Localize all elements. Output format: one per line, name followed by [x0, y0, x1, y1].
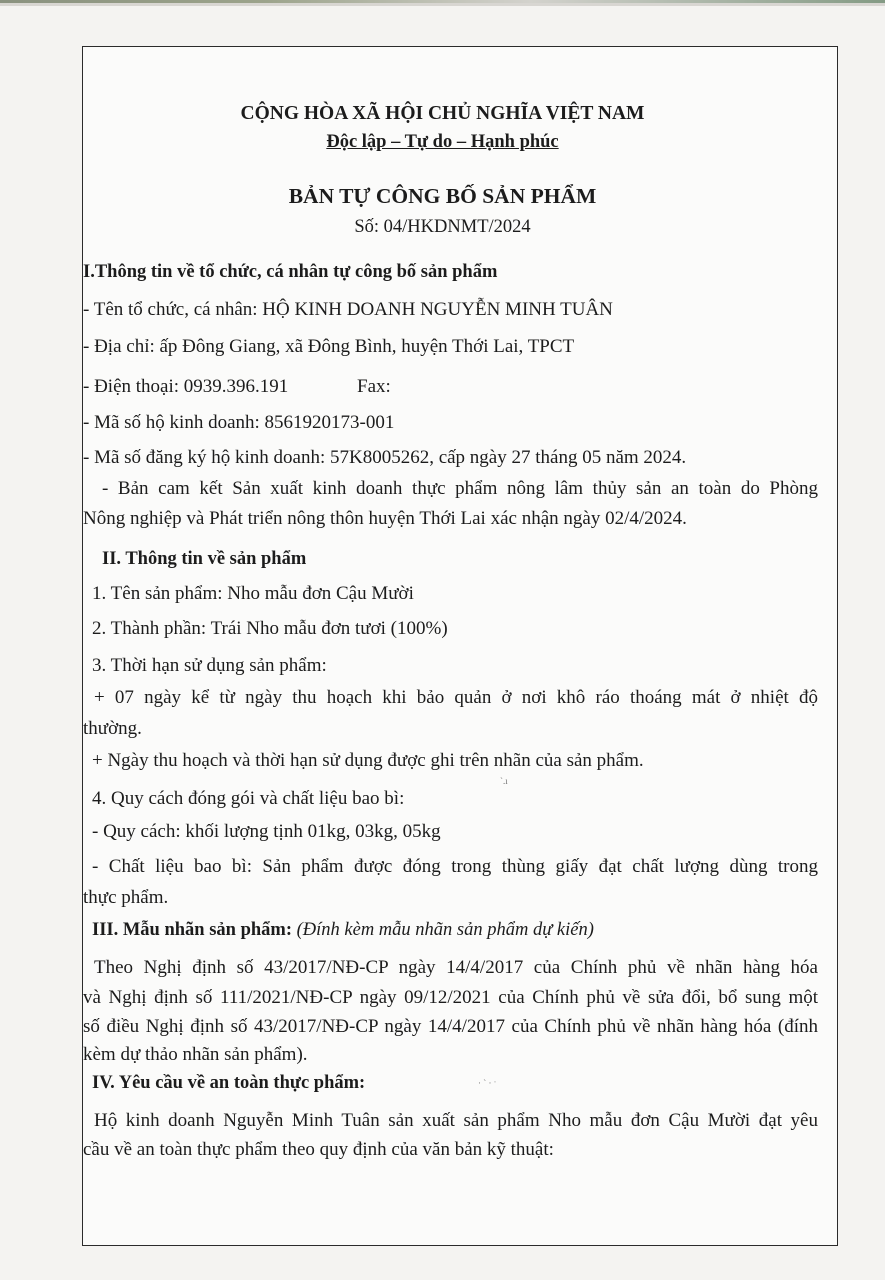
label-paragraph-line-3: số điều Nghị định số 43/2017/NĐ-CP ngày 14/4/2017 của Chính phủ về nhãn hàng hóa (đính: [83, 1016, 818, 1037]
motto-text: Độc lập – Tự do – Hạnh phúc: [326, 132, 559, 152]
section3-heading: III. Mẫu nhãn sản phẩm:: [92, 920, 292, 940]
packaging-spec: - Quy cách: khối lượng tịnh 01kg, 03kg, 05kg: [92, 821, 441, 842]
national-title: CỘNG HÒA XÃ HỘI CHỦ NGHĨA VIỆT NAM: [240, 103, 645, 124]
packaging-material-line-2: thực phẩm.: [83, 887, 169, 908]
business-code: - Mã số hộ kinh doanh: 8561920173-001: [83, 412, 395, 433]
scan-top-stripe: [0, 0, 885, 3]
label-paragraph-line-2: và Nghị định số 111/2021/NĐ-CP ngày 09/12/2021 của Chính phủ về sửa đổi, bổ sung một: [83, 987, 818, 1008]
shelf-life-heading: 3. Thời hạn sử dụng sản phẩm:: [92, 655, 327, 676]
org-address: - Địa chỉ: ấp Đông Giang, xã Đông Bình, huyện Thới Lai, TPCT: [83, 336, 575, 357]
section3-heading-row: [92, 921, 594, 940]
label-paragraph-line-1: Theo Nghị định số 43/2017/NĐ-CP ngày 14/4/2017 của Chính phủ về nhãn hàng hóa: [94, 957, 818, 978]
section2-heading: II. Thông tin về sản phẩm: [102, 549, 307, 569]
org-name: - Tên tổ chức, cá nhân: HỘ KINH DOANH NGUYỄN MINH TUÂN: [83, 299, 613, 320]
packaging-heading: 4. Quy cách đóng gói và chất liệu bao bì:: [92, 788, 405, 809]
org-fax: Fax:: [357, 376, 391, 397]
document-title: BẢN TỰ CÔNG BỐ SẢN PHẨM: [288, 184, 597, 208]
org-phone: - Điện thoại: 0939.396.191: [83, 376, 289, 397]
section3-note: (Đính kèm mẫu nhãn sản phẩm dự kiến): [296, 920, 594, 940]
label-paragraph-line-4: kèm dự thảo nhãn sản phẩm).: [83, 1044, 308, 1065]
section4-heading: IV. Yêu cầu về an toàn thực phẩm:: [92, 1073, 366, 1093]
shelf-life-note: + Ngày thu hoạch và thời hạn sử dụng được ghi trên nhãn của sản phẩm.: [92, 750, 644, 771]
product-ingredients: 2. Thành phần: Trái Nho mẫu đơn tươi (100%): [92, 618, 448, 639]
scan-speck: ˋ.ı: [500, 776, 508, 786]
document-number: Số: 04/HKDNMT/2024: [354, 217, 531, 237]
safety-paragraph-line-2: cầu về an toàn thực phẩm theo quy định của văn bản kỹ thuật:: [83, 1139, 554, 1160]
commitment-line-1: - Bản cam kết Sản xuất kinh doanh thực phẩm nông lâm thủy sản an toàn do Phòng: [102, 478, 818, 499]
safety-paragraph-line-1: Hộ kinh doanh Nguyễn Minh Tuân sản xuất sản phẩm Nho mẫu đơn Cậu Mười đạt yêu: [94, 1110, 818, 1131]
shelf-life-line-2: thường.: [83, 718, 142, 739]
packaging-material-line-1: - Chất liệu bao bì: Sản phẩm được đóng trong thùng giấy đạt chất lượng dùng trong: [92, 856, 818, 877]
product-name: 1. Tên sản phẩm: Nho mẫu đơn Cậu Mười: [92, 583, 414, 604]
business-registration: - Mã số đăng ký hộ kinh doanh: 57K8005262, cấp ngày 27 tháng 05 năm 2024.: [83, 447, 687, 468]
shelf-life-line-1: + 07 ngày kể từ ngày thu hoạch khi bảo quản ở nơi khô ráo thoáng mát ở nhiệt độ: [94, 687, 818, 708]
scan-speck: · ˋ · ˑ: [478, 1078, 497, 1088]
national-motto: [0, 133, 885, 152]
commitment-line-2: Nông nghiệp và Phát triển nông thôn huyện Thới Lai xác nhận ngày 02/4/2024.: [83, 508, 687, 529]
section1-heading: I.Thông tin về tổ chức, cá nhân tự công bố sản phẩm: [83, 262, 498, 282]
